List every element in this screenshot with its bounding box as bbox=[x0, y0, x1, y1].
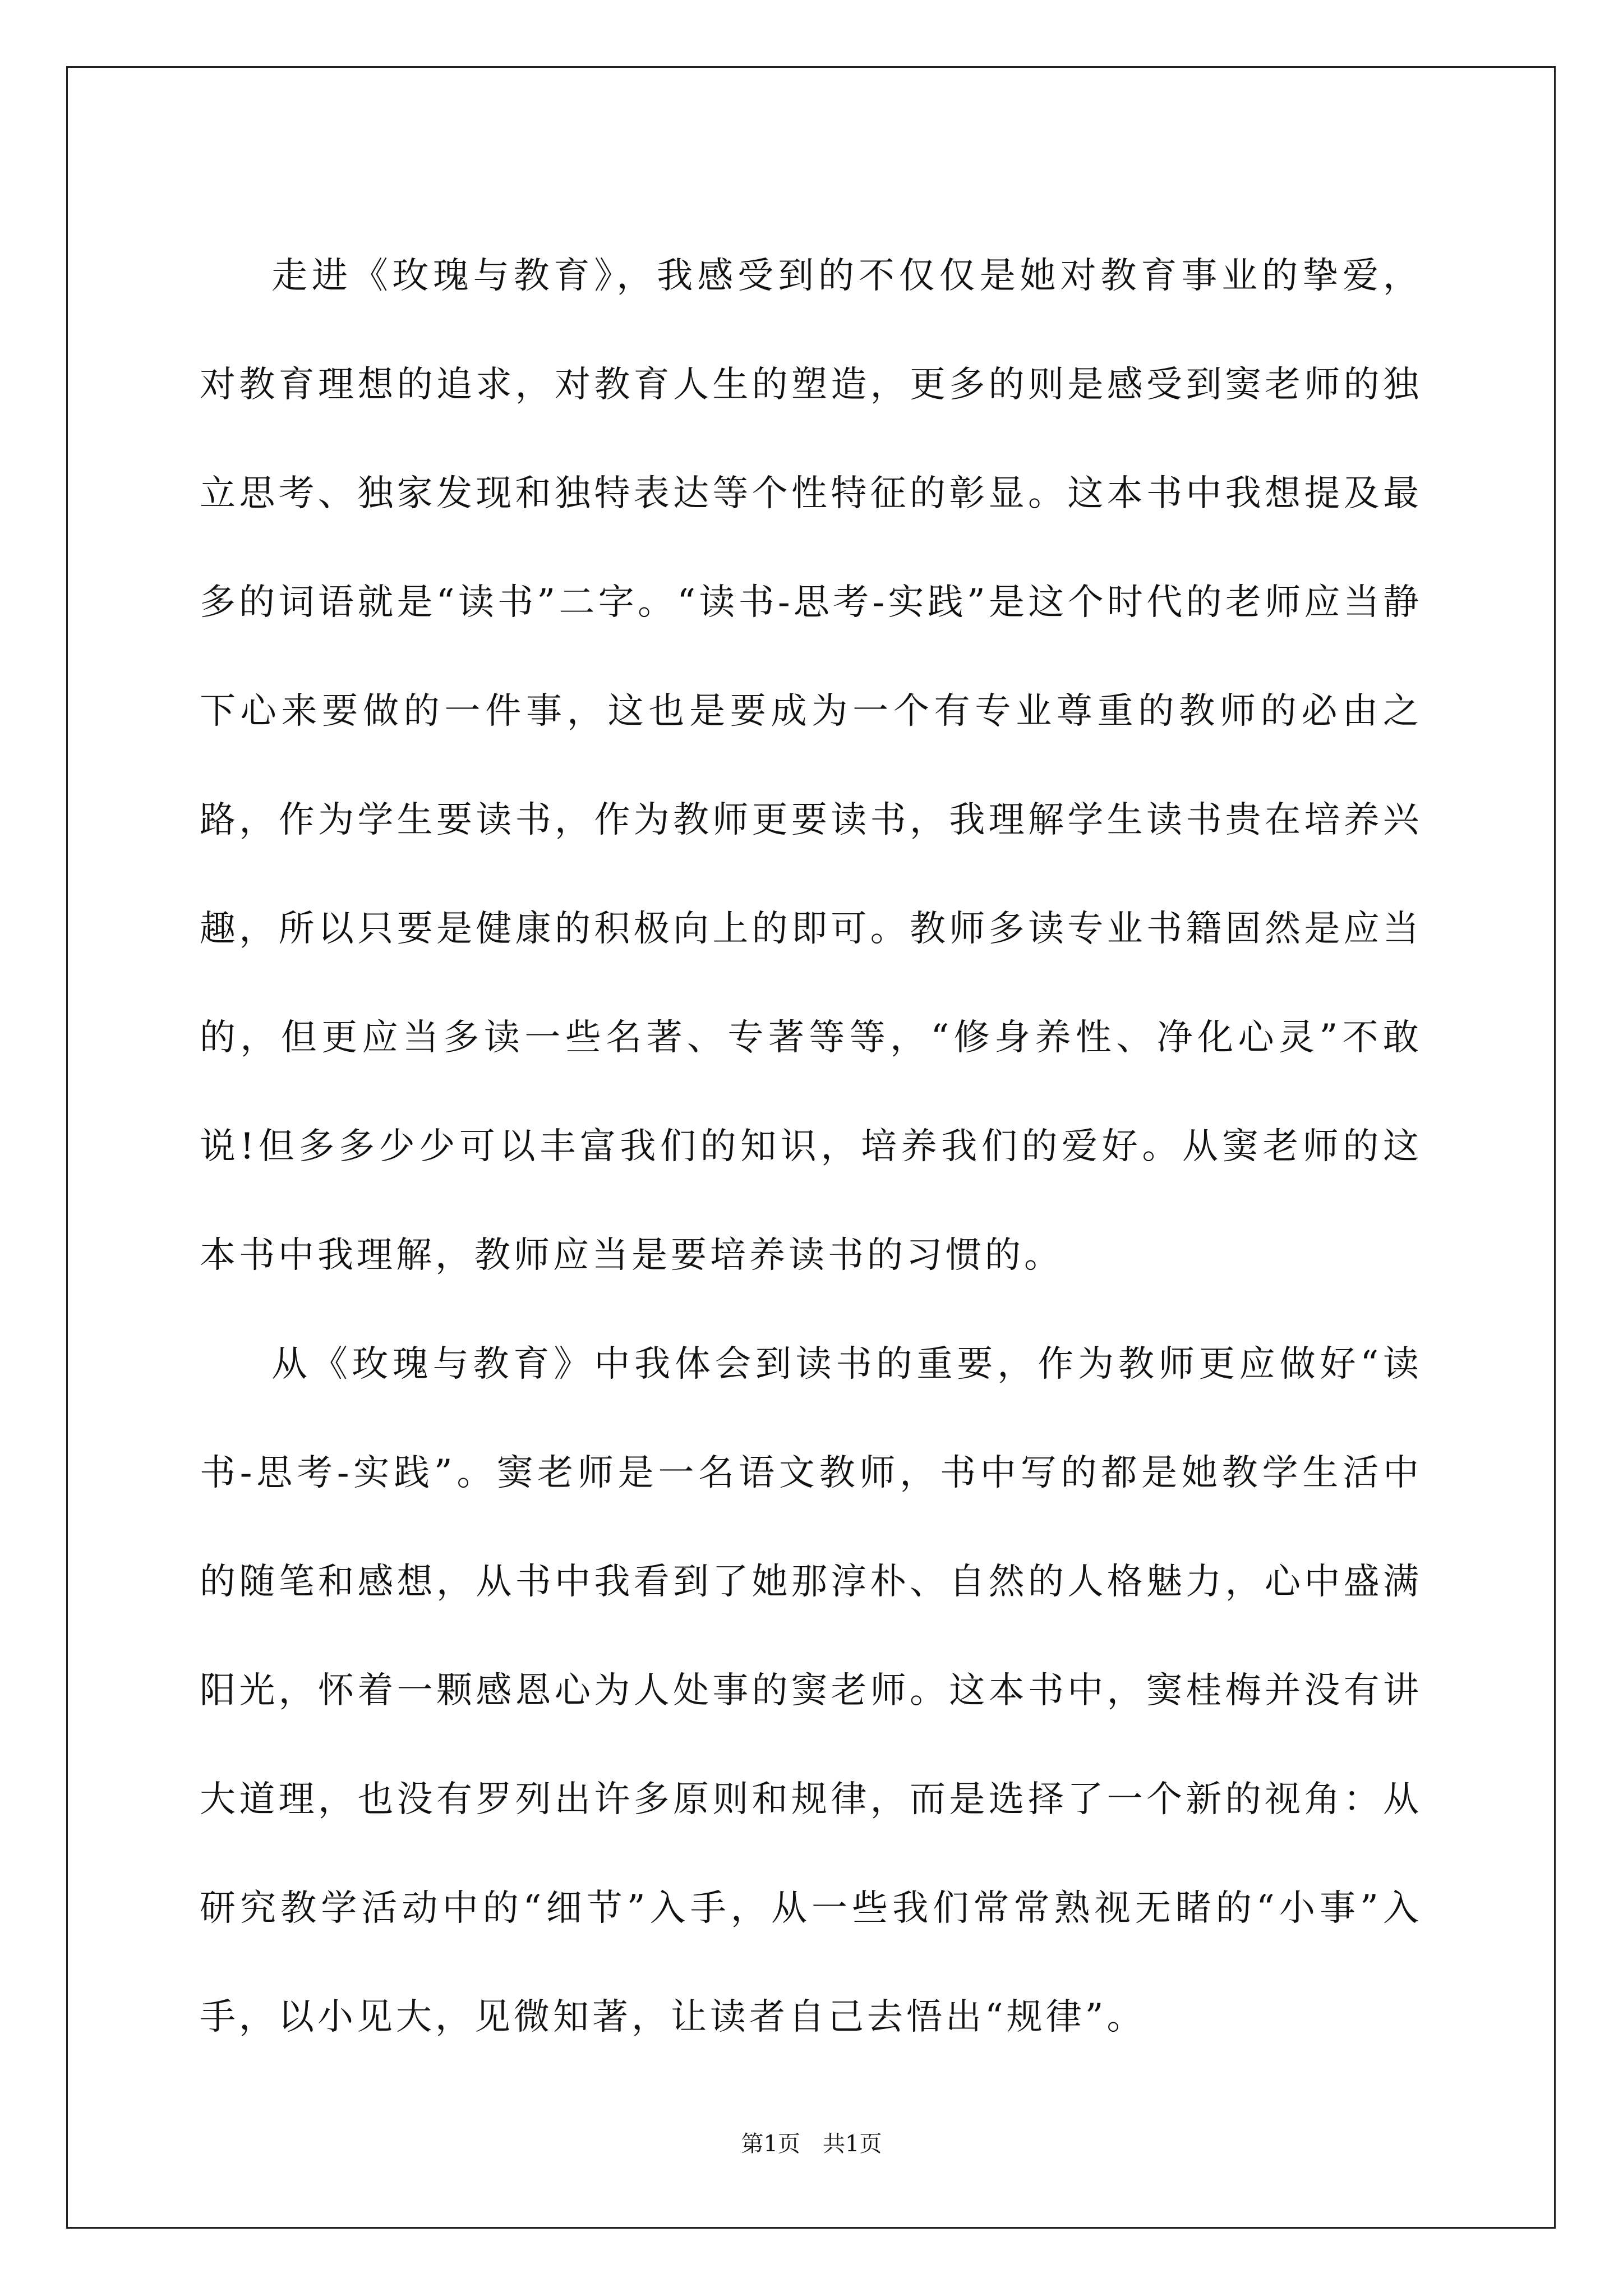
paragraph-2: 从《玫瑰与教育》中我体会到读书的重要，作为教师更应做好“读书-思考-实践”。窦老师是一名语文教师，书中写的都是她教学生活中的随笔和感想，从书中我看到了她那淳朴、自然的人格魅力，心中盛满阳光，怀着一颗感恩心为人处事的窦老师。这本书中，窦桂梅并没有讲大道理，也没有罗列出许多原则和规律，而是选择了一个新的视角：从研究教学活动中的“细节”入手，从一些我们常常熟视无睹的“小事”入手，以小见大，见微知著，让读者自己去悟出“规律”。 bbox=[200, 1343, 1422, 2038]
paragraph-1: 走进《玫瑰与教育》，我感受到的不仅仅是她对教育事业的挚爱，对教育理想的追求，对教育人生的塑造，更多的则是感受到窦老师的独立思考、独家发现和独特表达等个性特征的彰显。这本书中我想提及最多的词语就是“读书”二字。“读书-思考-实践”是这个时代的老师应当静下心来要做的一件事，这也是要成为一个有专业尊重的教师的必由之路，作为学生要读书，作为教师更要读书，我理解学生读书贵在培养兴趣，所以只要是健康的积极向上的即可。教师多读专业书籍固然是应当的，但更应当多读一些名著、专著等等，“修身养性、净化心灵”不敢说!但多多少少可以丰富我们的知识，培养我们的爱好。从窦老师的这本书中我理解，教师应当是要培养读书的习惯的。 bbox=[200, 255, 1422, 1276]
document-body bbox=[200, 222, 1422, 2072]
page-footer: 第1页 共1页 bbox=[741, 2131, 882, 2157]
